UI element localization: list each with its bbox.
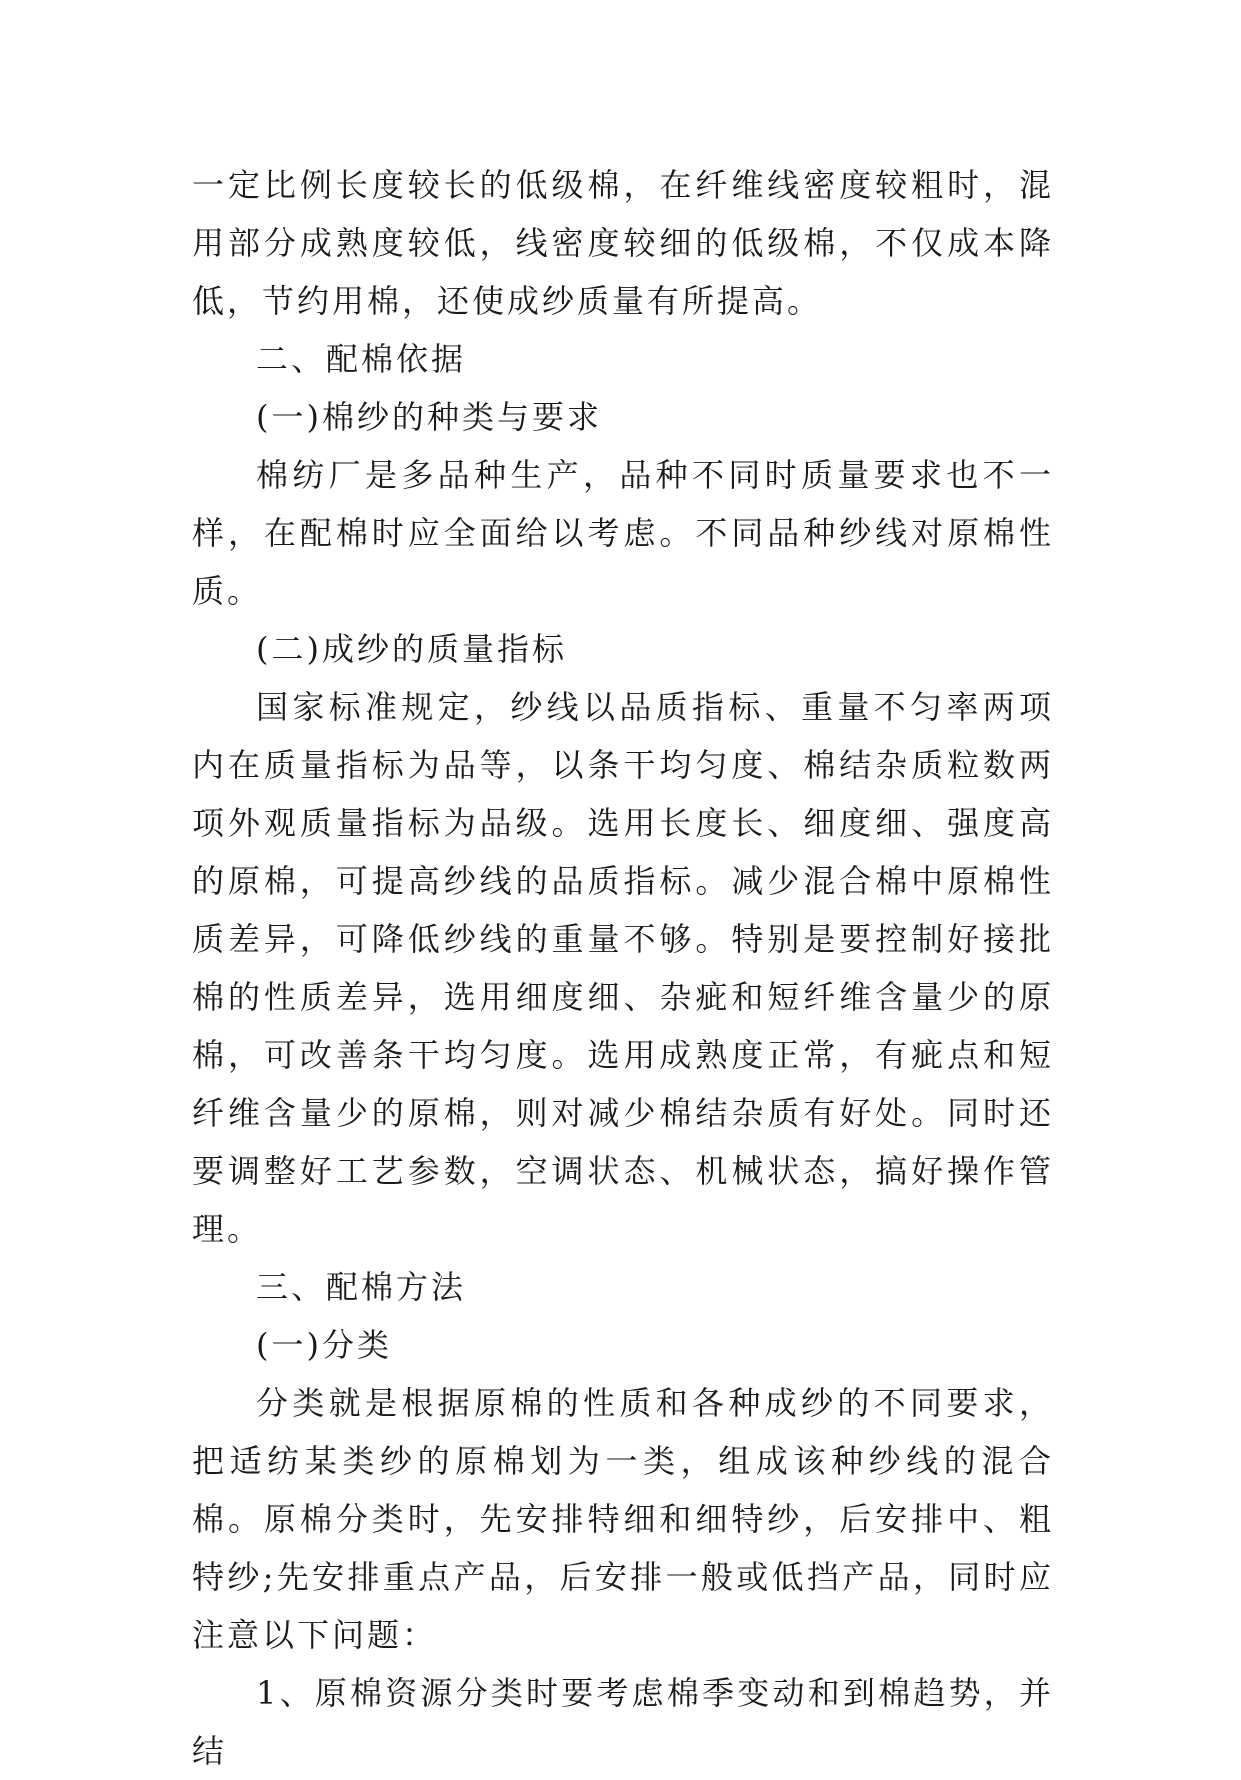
subsection-heading-3-1: (一)分类 bbox=[256, 1326, 392, 1364]
subsection-heading-2-1: (一)棉纱的种类与要求 bbox=[256, 398, 602, 436]
paragraph-classification: 分类就是根据原棉的性质和各种成纱的不同要求，把适纺某类纱的原棉划为一类，组成该种纱线的混合棉。原棉分类时，先安排特细和细特纱，后安排中、粗特纱;先安排重点产品，后安排一般或低挡产品，同时应注意以下问题： bbox=[192, 1384, 1054, 1654]
document-body bbox=[192, 156, 1054, 1780]
paragraph-quality-indicators: 国家标准规定，纱线以品质指标、重量不匀率两项内在质量指标为品等，以条干均匀度、棉结杂质粒数两项外观质量指标为品级。选用长度长、细度细、强度高的原棉，可提高纱线的品质指标。减少混合棉中原棉性质差异，可降低纱线的重量不够。特别是要控制好接批棉的性质差异，选用细度细、杂疵和短纤维含量少的原棉，可改善条干均匀度。选用成熟度正常，有疵点和短纤维含量少的原棉，则对减少棉结杂质有好处。同时还要调整好工艺参数，空调状态、机械状态，搞好操作管理。 bbox=[192, 688, 1054, 1248]
paragraph-yarn-types: 棉纺厂是多品种生产，品种不同时质量要求也不一样，在配棉时应全面给以考虑。不同品种纱线对原棉性质。 bbox=[192, 456, 1054, 610]
section-heading-2: 二、配棉依据 bbox=[256, 340, 467, 378]
subsection-heading-2-2: (二)成纱的质量指标 bbox=[256, 630, 567, 668]
paragraph-continuation: 一定比例长度较长的低级棉，在纤维线密度较粗时，混用部分成熟度较低，线密度较细的低级棉，不仅成本降低，节约用棉，还使成纱质量有所提高。 bbox=[192, 166, 1054, 320]
paragraph-list-item-1: 1、原棉资源分类时要考虑棉季变动和到棉趋势，并结 bbox=[192, 1674, 1054, 1770]
section-heading-3: 三、配棉方法 bbox=[256, 1268, 467, 1306]
